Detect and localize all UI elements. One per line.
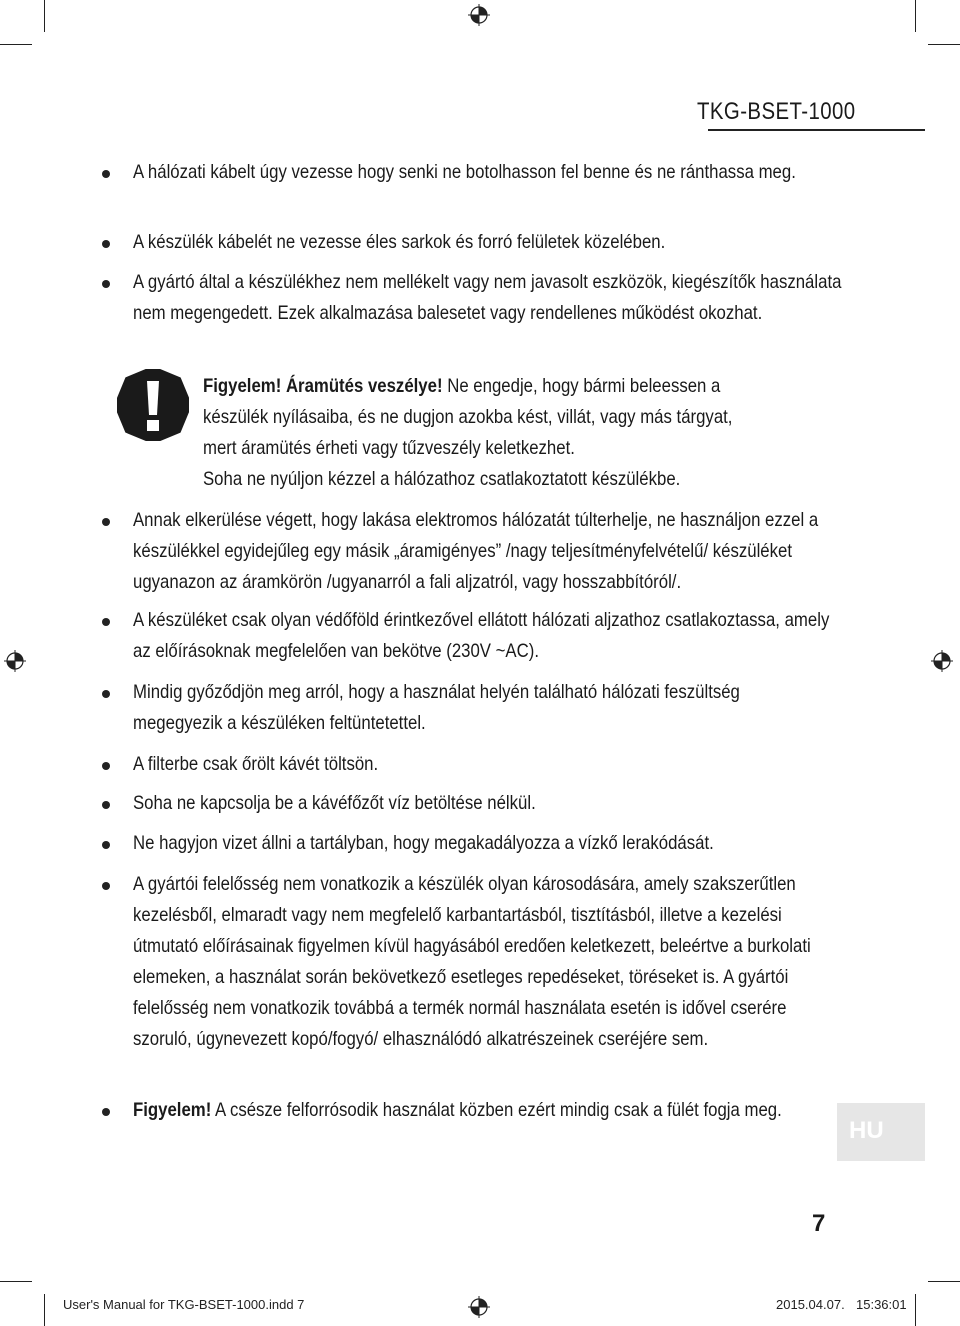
crop-mark <box>0 44 32 45</box>
header-rule <box>708 129 925 131</box>
bullet-dot <box>102 841 110 849</box>
warning-body: Ne engedje, hogy bármi beleessen a készülék nyílásaiba, és ne dugjon azokba kést, villát, vagy más tárgyat, mert áramütés érheti vagy tűzveszély keletkezhet. <box>203 375 733 459</box>
bullet-dot <box>102 762 110 770</box>
bullet-dot <box>102 882 110 890</box>
bullet-dot <box>102 170 110 178</box>
bullet-text: Soha ne kapcsolja be a kávéfőzőt víz betöltése nélkül. <box>133 792 536 814</box>
warning-heading: Figyelem! Áramütés veszélye! <box>203 375 443 397</box>
language-tab <box>837 1103 925 1161</box>
bullet-dot <box>102 1108 110 1116</box>
bullet-dot <box>102 280 110 288</box>
attention-label: Figyelem! <box>133 1099 212 1121</box>
crop-mark <box>44 0 45 32</box>
crop-mark <box>44 1294 45 1326</box>
bullet-text <box>133 1095 838 1126</box>
bullet-text: Mindig győződjön meg arról, hogy a használat helyén található hálózati feszültség megegyezik a készüléken feltüntetettel. <box>133 681 740 734</box>
warning-text <box>203 371 771 495</box>
bullet-dot <box>102 618 110 626</box>
bullet-text: A készülék kábelét ne vezesse éles sarkok és forró felületek közelében. <box>133 231 666 253</box>
crop-mark <box>0 1281 32 1282</box>
bullet-text: A készüléket csak olyan védőföld érintkezővel ellátott hálózati aljzathoz csatlakoztassa, amely az előírásoknak megfelelően van bekötve (230V ~AC). <box>133 609 830 662</box>
bullet-dot <box>102 518 110 526</box>
attention-text: A csésze felforrósodik használat közben ezért mindig csak a fülét fogja meg. <box>211 1099 782 1121</box>
warning-body-2: Soha ne nyúljon kézzel a hálózathoz csatlakoztatott készülékbe. <box>203 468 681 490</box>
crop-mark <box>915 0 916 32</box>
bullet-text: A gyártó által a készülékhez nem mellékelt vagy nem javasolt eszközök, kiegészítők használata nem megengedett. Ezek alkalmazása balesetet vagy rendellenes működést okozhat. <box>133 271 842 324</box>
registration-mark-icon <box>468 4 490 26</box>
bullet-text: Annak elkerülése végett, hogy lakása elektromos hálózatát túlterhelje, ne használjon ezzel a készülékkel egyidejűleg egy másik „áramigényes” /nagy teljesítményfelvételű/ készüléket ugyanazon az áramkörön /ugyanarról a fali aljzatról, vagy hosszabbítóról/. <box>133 509 819 593</box>
bullet-text: A hálózati kábelt úgy vezesse hogy senki ne botolhasson fel benne és ne ránthassa meg. <box>133 161 796 183</box>
bullet-dot <box>102 690 110 698</box>
bullet-dot <box>102 801 110 809</box>
language-code: HU <box>849 1117 884 1144</box>
crop-mark <box>928 44 960 45</box>
bullet-text: A filterbe csak őrölt kávét töltsön. <box>133 753 379 775</box>
registration-mark-icon <box>468 1296 490 1318</box>
bullet-dot <box>102 240 110 248</box>
bullet-text: Ne hagyjon vizet állni a tartályban, hogy megakadályozza a vízkő lerakódását. <box>133 832 714 854</box>
bullet-text: A gyártói felelősség nem vonatkozik a készülék olyan károsodására, amely szakszerűtlen kezelésből, elmaradt vagy nem megfelelő karbantartásból, tisztításból, illetve a kezelési útmutató előírásainak figyelmen kívül hagyásából eredően keletkezett, beleértve a burkolati elemeken, a használat során bekövetkező esetleges repedéseket, töréseket is. A gyártói felelősség nem vonatkozik továbbá a termék normál használata esetén is idővel cserére szoruló, úgynevezett kopó/fogyó/ elhasználódó alkatrészeinek cseréjére sem. <box>133 873 811 1050</box>
slug-date: 2015.04.07. <box>776 1297 845 1312</box>
registration-mark-icon <box>931 650 953 672</box>
slug-time: 15:36:01 <box>856 1297 907 1312</box>
exclamation-octagon-icon <box>117 369 189 441</box>
slug-file: User's Manual for TKG-BSET-1000.indd 7 <box>63 1297 305 1312</box>
registration-mark-icon <box>4 650 26 672</box>
model-header: TKG-BSET-1000 <box>697 98 856 125</box>
crop-mark <box>915 1294 916 1326</box>
crop-mark <box>928 1281 960 1282</box>
page-number: 7 <box>812 1210 826 1237</box>
